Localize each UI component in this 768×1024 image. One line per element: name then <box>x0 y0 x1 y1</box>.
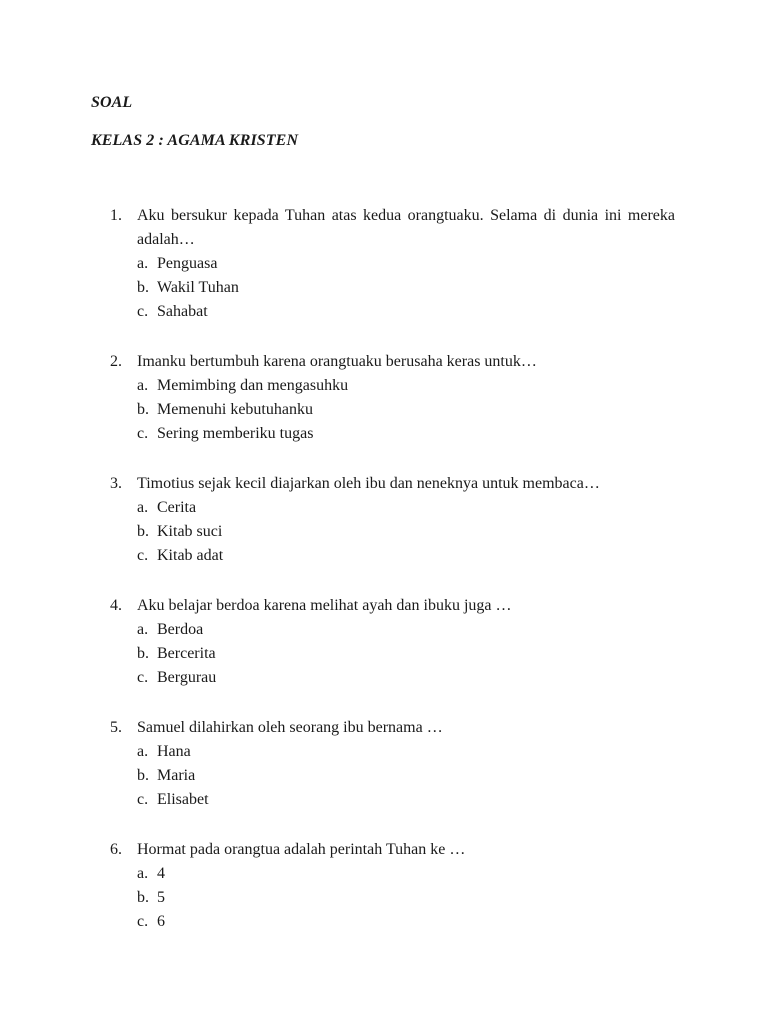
option-c <box>137 300 675 324</box>
option-list <box>137 740 675 812</box>
option-letter: c. <box>137 791 149 808</box>
question-text: Imanku bertumbuh karena orangtuaku berusaha keras untuk… <box>137 353 537 370</box>
question-number: 2. <box>110 353 122 370</box>
option-a <box>137 618 675 642</box>
option-letter: b. <box>137 279 149 296</box>
option-text: Elisabet <box>157 791 209 808</box>
option-letter: c. <box>137 669 149 686</box>
option-text: Bergurau <box>157 669 217 686</box>
question-6 <box>110 838 675 934</box>
option-letter: b. <box>137 767 149 784</box>
option-text: 6 <box>157 913 165 930</box>
option-text: Bercerita <box>157 645 216 662</box>
option-list <box>137 862 675 934</box>
option-letter: c. <box>137 547 149 564</box>
option-a <box>137 740 675 764</box>
question-number: 4. <box>110 597 122 614</box>
option-list <box>137 374 675 446</box>
option-letter: b. <box>137 523 149 540</box>
option-letter: b. <box>137 401 149 418</box>
option-text: Sahabat <box>157 303 208 320</box>
question-4 <box>110 594 675 690</box>
question-number: 5. <box>110 719 122 736</box>
option-text: Memenuhi kebutuhanku <box>157 401 313 418</box>
question-number: 6. <box>110 841 122 858</box>
option-list <box>137 618 675 690</box>
option-letter: c. <box>137 425 149 442</box>
option-letter: c. <box>137 913 149 930</box>
question-list <box>110 204 675 960</box>
option-a <box>137 252 675 276</box>
option-a <box>137 862 675 886</box>
option-list <box>137 496 675 568</box>
option-text: 4 <box>157 865 165 882</box>
question-number: 3. <box>110 475 122 492</box>
option-text: Hana <box>157 743 191 760</box>
option-letter: b. <box>137 889 149 906</box>
option-b <box>137 398 675 422</box>
option-a <box>137 374 675 398</box>
option-b <box>137 886 675 910</box>
question-3 <box>110 472 675 568</box>
option-text: 5 <box>157 889 165 906</box>
option-text: Cerita <box>157 499 197 516</box>
question-text: Timotius sejak kecil diajarkan oleh ibu dan neneknya untuk membaca… <box>137 475 600 492</box>
option-letter: b. <box>137 645 149 662</box>
question-2 <box>110 350 675 446</box>
option-letter: a. <box>137 255 149 272</box>
option-c <box>137 788 675 812</box>
option-b <box>137 276 675 300</box>
question-1 <box>110 204 675 324</box>
option-letter: a. <box>137 377 149 394</box>
option-b <box>137 764 675 788</box>
option-list <box>137 252 675 324</box>
question-text: Aku belajar berdoa karena melihat ayah dan ibuku juga … <box>137 597 512 614</box>
option-b <box>137 642 675 666</box>
option-text: Berdoa <box>157 621 204 638</box>
document-subtitle: KELAS 2 : AGAMA KRISTEN <box>91 132 299 149</box>
question-text: Samuel dilahirkan oleh seorang ibu bernama … <box>137 719 443 736</box>
option-c <box>137 544 675 568</box>
question-number: 1. <box>110 207 122 224</box>
option-c <box>137 910 675 934</box>
option-text: Kitab adat <box>157 547 224 564</box>
option-letter: a. <box>137 499 149 516</box>
option-letter: a. <box>137 865 149 882</box>
option-text: Memimbing dan mengasuhku <box>157 377 349 394</box>
option-letter: a. <box>137 621 149 638</box>
option-b <box>137 520 675 544</box>
option-c <box>137 666 675 690</box>
option-text: Penguasa <box>157 255 218 272</box>
option-text: Sering memberiku tugas <box>157 425 314 442</box>
option-text: Kitab suci <box>157 523 223 540</box>
question-text: Aku bersukur kepada Tuhan atas kedua orangtuaku. Selama di dunia ini mereka adalah… <box>137 207 675 248</box>
document-title: SOAL <box>91 94 133 111</box>
question-text: Hormat pada orangtua adalah perintah Tuhan ke … <box>137 841 466 858</box>
option-letter: c. <box>137 303 149 320</box>
option-c <box>137 422 675 446</box>
question-5 <box>110 716 675 812</box>
option-text: Wakil Tuhan <box>157 279 239 296</box>
option-text: Maria <box>157 767 196 784</box>
option-letter: a. <box>137 743 149 760</box>
option-a <box>137 496 675 520</box>
